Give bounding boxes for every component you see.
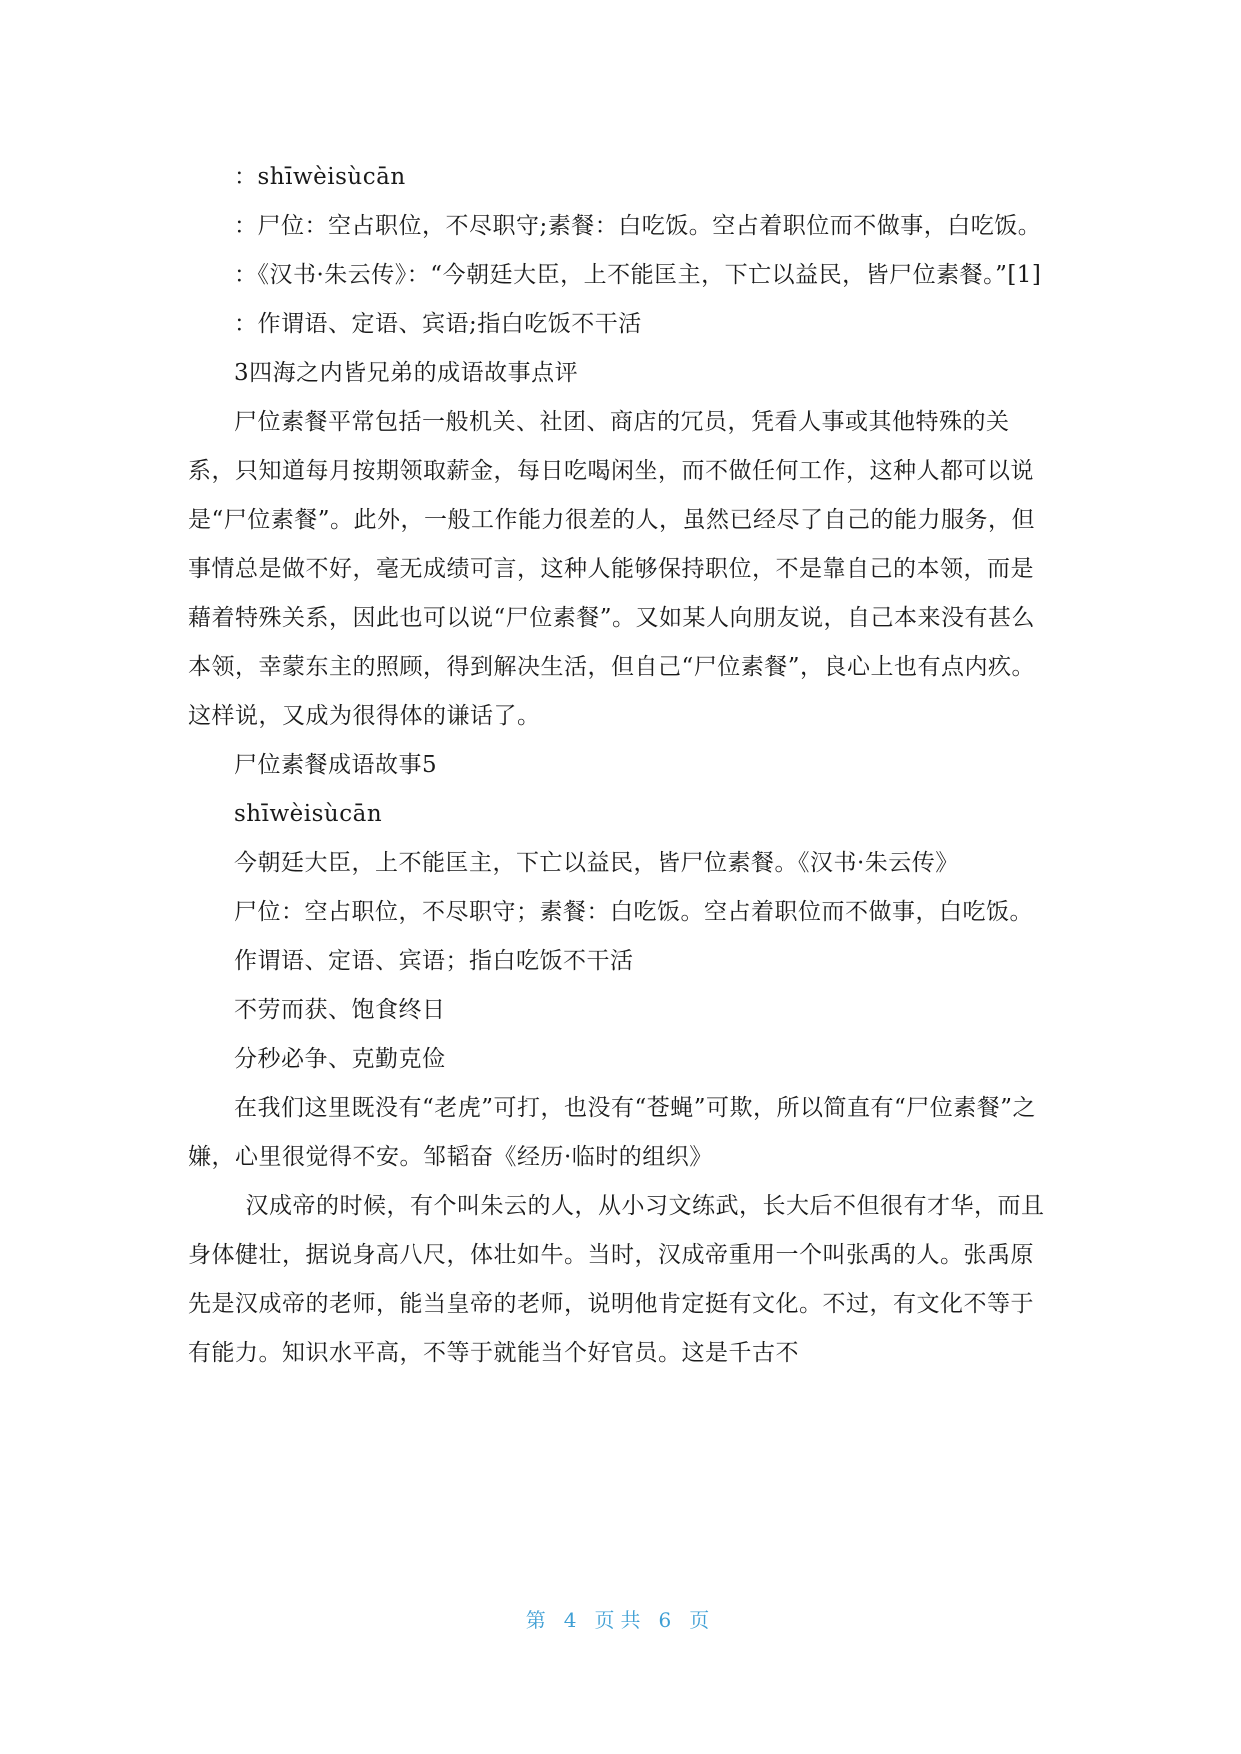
usage-paragraph: 作谓语、定语、宾语；指白吃饭不干活 (234, 948, 634, 974)
footer-current-page: 4 (563, 1608, 583, 1632)
usage-paragraph: ：作谓语、定语、宾语;指白吃饭不干活 (234, 311, 642, 337)
footer-middle: 页共 (594, 1608, 647, 1632)
footer-prefix: 第 (525, 1608, 552, 1632)
pinyin-line: shīwèisùcān (234, 801, 383, 827)
commentary-paragraph: 尸位素餐平常包括一般机关、社团、商店的冗员，凭看人事或其他特殊的关系，只知道每月按期领取薪金，每日吃喝闲坐，而不做任何工作，这种人都可以说是“尸位素餐”。此外，一般工作能力很差的人，虽然已经尽了自己的能力服务，但事情总是做不好，毫无成绩可言，这种人能够保持职位，不是靠自己的本领，而是藉着特殊关系，因此也可以说“尸位素餐”。又如某人向朋友说，自己本来没有甚么本领，幸蒙东主的照顾，得到解决生活，但自己“尸位素餐”，良心上也有点内疚。这样说，又成为很得体的谦话了。 (188, 409, 1036, 729)
pinyin-line: ：shīwèisùcān (234, 164, 406, 190)
document-body (188, 153, 1048, 1378)
page-footer (0, 1604, 1241, 1633)
definition-paragraph: ：尸位：空占职位，不尽职守;素餐：白吃饭。空占着职位而不做事，白吃饭。 (234, 213, 1042, 239)
story-paragraph: 汉成帝的时候，有个叫朱云的人，从小习文练武，长大后不但很有才华，而且身体健壮，据说身高八尺，体壮如牛。当时，汉成帝重用一个叫张禹的人。张禹原先是汉成帝的老师，能当皇帝的老师，说明他肯定挺有文化。不过，有文化不等于有能力。知识水平高，不等于就能当个好官员。这是千古不 (188, 1193, 1045, 1366)
definition-paragraph: 尸位：空占职位，不尽职守；素餐：白吃饭。空占着职位而不做事，白吃饭。 (234, 899, 1033, 925)
footer-suffix: 页 (689, 1608, 716, 1632)
footer-total-pages: 6 (658, 1608, 678, 1632)
section-heading: 3四海之内皆兄弟的成语故事点评 (234, 360, 579, 386)
example-paragraph: 在我们这里既没有“老虎”可打，也没有“苍蝇”可欺，所以简直有“尸位素餐”之嫌，心里很觉得不安。邹韬奋《经历·临时的组织》 (188, 1095, 1037, 1170)
source-paragraph: ：《汉书·朱云传》：“今朝廷大臣，上不能匡主，下亡以益民，皆尸位素餐。”[1] (234, 262, 1042, 288)
section-heading: 尸位素餐成语故事5 (234, 752, 438, 778)
antonyms-paragraph: 分秒必争、克勤克俭 (234, 1046, 446, 1072)
synonyms-paragraph: 不劳而获、饱食终日 (234, 997, 446, 1023)
source-paragraph: 今朝廷大臣，上不能匡主，下亡以益民，皆尸位素餐。《汉书·朱云传》 (234, 850, 959, 876)
